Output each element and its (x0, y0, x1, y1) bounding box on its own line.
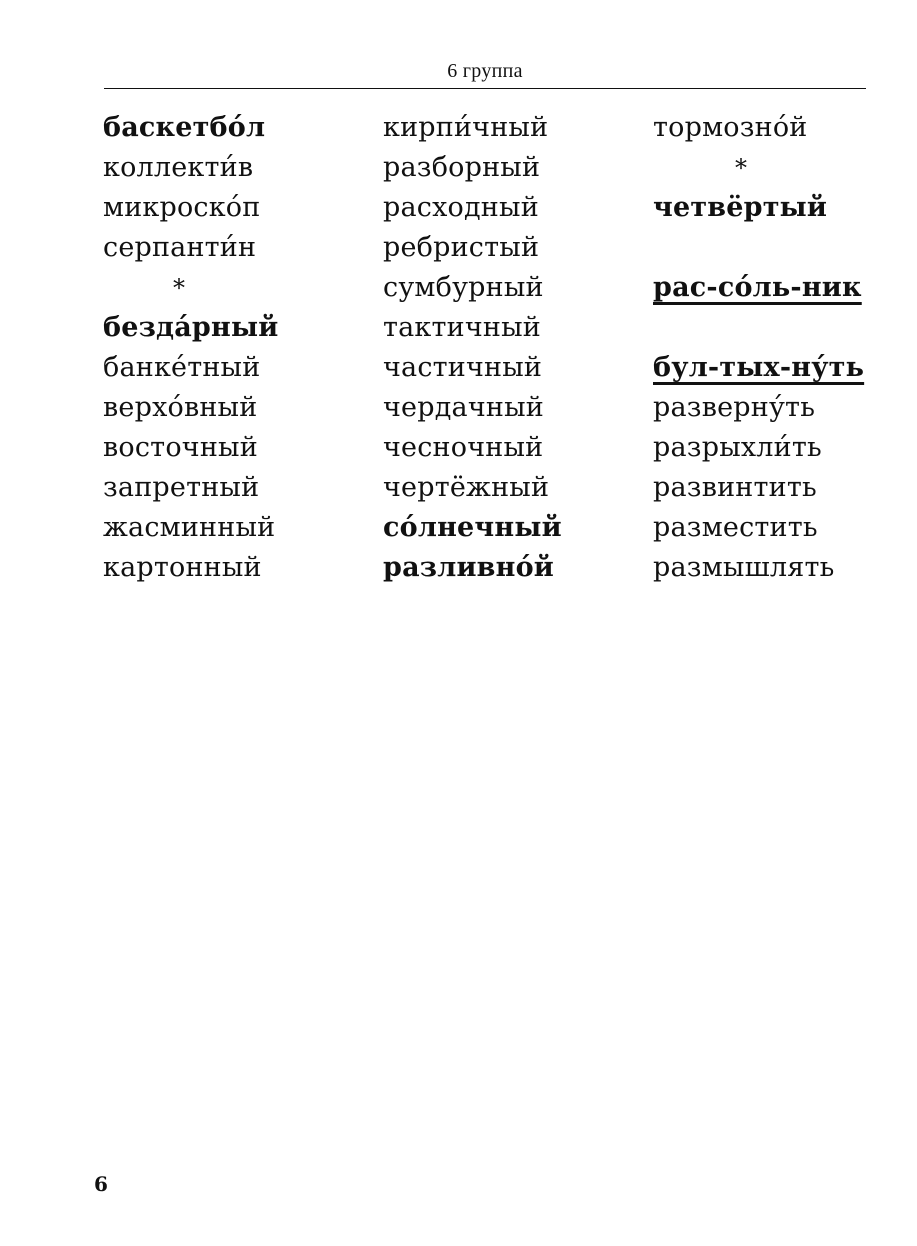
word-item: расходный (383, 192, 539, 223)
word-item: микроско́п (103, 192, 261, 223)
word-item: кирпи́чный (383, 112, 549, 143)
word-item: серпанти́н (103, 232, 257, 263)
word-item: разливно́й (383, 552, 555, 583)
word-item: восточный (103, 432, 258, 463)
word-item: чердачный (383, 392, 544, 423)
word-column-1 (103, 108, 278, 588)
word-item: разрыхли́ть (653, 432, 822, 463)
word-item: верхо́вный (103, 392, 258, 423)
word-item: чесночный (383, 432, 544, 463)
word-item: жасминный (103, 512, 276, 543)
word-item: размышлять (653, 552, 835, 583)
word-item: картонный (103, 552, 262, 583)
word-item: чертёжный (383, 472, 550, 503)
word-item: баскетбо́л (103, 112, 266, 143)
syllable-split-word: рас-со́ль-ник (653, 272, 862, 303)
group-title: 6 группа (447, 60, 523, 82)
word-item: ребристый (383, 232, 540, 263)
word-item: тормозно́й (653, 112, 808, 143)
blank-line (653, 228, 864, 268)
page-header (104, 58, 866, 89)
word-item: разверну́ть (653, 392, 816, 423)
blank-line (653, 308, 864, 348)
page-number: 6 (94, 1172, 108, 1196)
word-column-3 (653, 108, 864, 588)
word-column-2 (383, 108, 562, 588)
word-item: тактичный (383, 312, 541, 343)
word-item: четвёртый (653, 192, 828, 223)
asterisk-separator: * (173, 274, 186, 302)
word-item: банке́тный (103, 352, 261, 383)
word-item: запретный (103, 472, 260, 503)
word-item: коллекти́в (103, 152, 254, 183)
word-item: развинтить (653, 472, 817, 503)
word-item: разборный (383, 152, 541, 183)
asterisk-separator: * (735, 154, 748, 182)
word-item: частичный (383, 352, 543, 383)
word-item: разместить (653, 512, 818, 543)
word-item: безда́рный (103, 312, 279, 343)
word-item: со́лнечный (383, 512, 562, 543)
word-item: сумбурный (383, 272, 544, 303)
syllable-split-word: бул-тых-ну́ть (653, 352, 865, 383)
